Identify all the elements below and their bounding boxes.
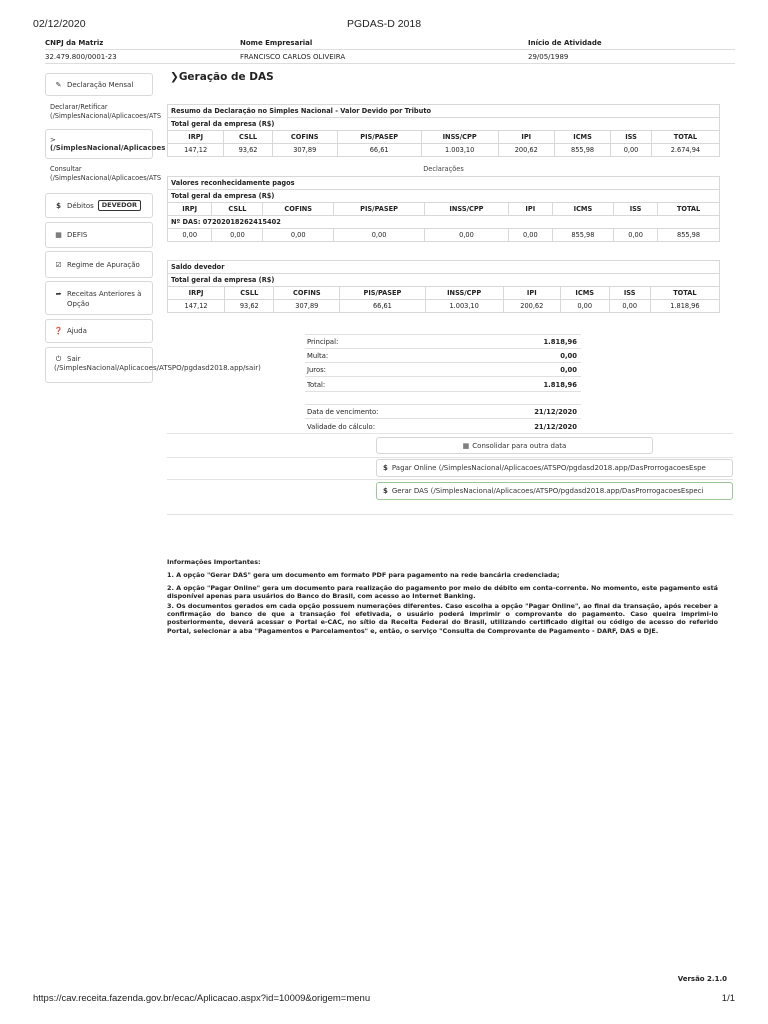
- declaracoes-caption: Declarações: [423, 165, 464, 173]
- col-header: ISS: [609, 287, 650, 300]
- col-header: PIS/PASEP: [333, 203, 424, 216]
- col-header: ICMS: [554, 131, 610, 144]
- start-date-value: 29/05/1989: [528, 53, 569, 61]
- table-row: [168, 229, 720, 242]
- col-header: PIS/PASEP: [337, 131, 421, 144]
- table-subtitle: Total geral da empresa (R$): [168, 274, 720, 287]
- table-cell: 855,98: [554, 144, 610, 157]
- important-item: 1. A opção "Gerar DAS" gera um documento em formato PDF para pagamento na rede bancária credenciada;: [167, 571, 560, 580]
- col-header: TOTAL: [651, 131, 719, 144]
- table-cell: 307,89: [272, 144, 337, 157]
- summary-value: 21/12/2020: [534, 408, 577, 416]
- col-header: TOTAL: [658, 203, 720, 216]
- print-date: 02/12/2020: [33, 18, 86, 30]
- table-cell: 66,61: [340, 300, 425, 313]
- pagar-online-button[interactable]: [376, 459, 733, 477]
- dollar-icon: $: [383, 464, 388, 472]
- sidebar-sair[interactable]: [45, 347, 261, 383]
- sidebar-item-label: Débitos: [67, 201, 94, 210]
- col-header: COFINS: [272, 131, 337, 144]
- das-number: Nº DAS: 07202018262415402: [168, 216, 720, 229]
- sidebar-link-declarar-retificar[interactable]: [50, 103, 168, 121]
- resumo-table: [167, 104, 720, 157]
- col-header: INSS/CPP: [425, 287, 503, 300]
- summary-label: Total:: [307, 381, 326, 389]
- start-date-label: Início de Atividade: [528, 39, 602, 47]
- sidebar-ajuda[interactable]: [45, 319, 153, 343]
- link-url: (/SimplesNacional/Aplicacoes/ATSPO/pgdasd2018.app/sair): [54, 364, 261, 372]
- divider: [305, 334, 581, 335]
- table-cell: 855,98: [552, 229, 613, 242]
- table-cell: 307,89: [274, 300, 340, 313]
- button-label: Consolidar para outra data: [472, 441, 567, 450]
- table-cell: 0,00: [614, 229, 658, 242]
- table-cell: 1.003,10: [421, 144, 498, 157]
- summary-value: 0,00: [560, 366, 577, 374]
- table-cell: 1.818,96: [650, 300, 719, 313]
- consolidar-button[interactable]: [376, 437, 653, 454]
- cnpj-value: 32.479.800/0001-23: [45, 53, 117, 61]
- label-line: Receitas Anteriores à: [67, 290, 142, 298]
- chevron-right-icon: >: [50, 136, 56, 144]
- summary-value: 1.818,96: [543, 381, 577, 389]
- table-cell: 0,00: [508, 229, 552, 242]
- power-icon: ⏻: [55, 355, 62, 363]
- table-cell: 0,00: [611, 144, 652, 157]
- col-header: ICMS: [560, 287, 609, 300]
- table-cell: 147,12: [168, 300, 225, 313]
- table-header-row: [168, 131, 720, 144]
- table-cell: 93,62: [225, 300, 274, 313]
- summary-value: 0,00: [560, 352, 577, 360]
- col-header: INSS/CPP: [425, 203, 509, 216]
- link-url: (/SimplesNacional/Aplicacoes/ATS: [50, 112, 162, 120]
- important-title: Informações Importantes:: [167, 558, 261, 566]
- divider: [45, 49, 735, 50]
- summary-label: Juros:: [307, 366, 326, 374]
- table-cell: 0,00: [560, 300, 609, 313]
- table-cell: 200,62: [498, 144, 554, 157]
- table-subtitle: Total geral da empresa (R$): [168, 190, 720, 203]
- col-header: CSLL: [224, 131, 272, 144]
- checkbox-icon: ☑: [55, 260, 62, 269]
- col-header: ISS: [611, 131, 652, 144]
- col-header: PIS/PASEP: [340, 287, 425, 300]
- dollar-icon: $: [56, 201, 61, 210]
- sidebar-item-label: Sair: [67, 355, 81, 363]
- important-item: 3. Os documentos gerados em cada opção possuem numerações diferentes. Caso escolha a opção "Pagar Online", ao final da transação, após receber a confirmação do banco de que a transação foi efetivada, o usuário poderá imprimir o comprovante do pagamento. Caso queira imprimi-lo posteriormente, deverá acessar o Portal e-CAC, no sítio da Receita Federal do Brasil, utilizando certificado digital ou código de acesso do referido Portal, selecionar a aba "Pagamentos e Parcelamentos" e, então, o serviço "Consulta de Comprovante de Pagamento - DARF, DAS e DJE.: [167, 601, 718, 635]
- table-cell: 200,62: [503, 300, 560, 313]
- sidebar-declaracao-mensal[interactable]: [45, 73, 153, 96]
- table-header-row: [168, 203, 720, 216]
- summary-multa: [307, 352, 579, 360]
- table-title: Saldo devedor: [168, 261, 720, 274]
- col-header: IRPJ: [168, 287, 225, 300]
- col-header: ISS: [614, 203, 658, 216]
- footer-page-number: 1/1: [721, 993, 735, 1004]
- sidebar-link-gerar-das[interactable]: [45, 129, 166, 159]
- col-header: COFINS: [263, 203, 334, 216]
- col-header: COFINS: [274, 287, 340, 300]
- divider: [305, 418, 581, 419]
- important-info: [167, 558, 718, 636]
- sidebar-receitas-anteriores[interactable]: [45, 281, 153, 315]
- summary-value: 1.818,96: [543, 338, 577, 346]
- label-line: Opção: [67, 300, 90, 308]
- col-header: INSS/CPP: [421, 131, 498, 144]
- col-header: CSLL: [212, 203, 263, 216]
- gerar-das-button[interactable]: [376, 482, 733, 500]
- summary-label: Data de vencimento:: [307, 408, 379, 416]
- sidebar-item-label: Ajuda: [67, 327, 87, 335]
- divider: [167, 514, 733, 515]
- page-title: [170, 71, 274, 83]
- table-subtitle: Total geral da empresa (R$): [168, 118, 720, 131]
- calendar-icon: ▦: [462, 441, 470, 450]
- col-header: IPI: [503, 287, 560, 300]
- cnpj-label: CNPJ da Matriz: [45, 39, 104, 47]
- divider: [305, 348, 581, 349]
- col-header: IPI: [508, 203, 552, 216]
- divider: [305, 362, 581, 363]
- table-cell: 0,00: [168, 229, 212, 242]
- table-cell: 0,00: [263, 229, 334, 242]
- sidebar-defis[interactable]: [45, 222, 153, 248]
- button-label: Pagar Online (/SimplesNacional/Aplicacoes/ATSPO/pgdasd2018.app/DasProrrogacoesEspe: [391, 464, 706, 472]
- divider: [45, 63, 735, 64]
- summary-validade: [307, 423, 579, 431]
- table-cell: 0,00: [609, 300, 650, 313]
- table-header-row: [168, 287, 720, 300]
- question-circle-icon: ❓: [54, 327, 63, 335]
- col-header: IRPJ: [168, 131, 224, 144]
- table-row: [168, 300, 720, 313]
- table-cell: 0,00: [333, 229, 424, 242]
- sidebar-link-consultar[interactable]: [50, 165, 168, 183]
- summary-label: Validade do cálculo:: [307, 423, 376, 431]
- col-header: ICMS: [552, 203, 613, 216]
- table-cell: 0,00: [425, 229, 509, 242]
- button-label: Gerar DAS (/SimplesNacional/Aplicacoes/ATSPO/pgdasd2018.app/DasProrrogacoesEspeci: [391, 487, 704, 495]
- footer-url: https://cav.receita.fazenda.gov.br/ecac/Aplicacao.aspx?id=10009&origem=menu: [33, 993, 371, 1004]
- dollar-icon: $: [383, 487, 388, 495]
- table-cell: 66,61: [337, 144, 421, 157]
- important-item: 2. A opção "Pagar Online" gera um documento para realização do pagamento por meio de débito em conta-corrente. No momento, este pagamento está disponível apenas para usuários do Banco do Brasil, com acesso ao Internet Banking.: [167, 583, 718, 601]
- table-cell: 147,12: [168, 144, 224, 157]
- status-badge: DEVEDOR: [98, 200, 141, 211]
- link-url: (/SimplesNacional/Aplicacoes/ATS: [50, 174, 162, 182]
- col-header: CSLL: [225, 287, 274, 300]
- divider: [167, 479, 733, 480]
- sidebar-item-label: Regime de Apuração: [67, 260, 140, 269]
- sidebar-item-label: DEFIS: [67, 231, 88, 239]
- divider: [305, 404, 581, 405]
- col-header: TOTAL: [650, 287, 719, 300]
- col-header: IRPJ: [168, 203, 212, 216]
- summary-vencimento: [307, 408, 579, 416]
- sidebar-item-label: Declaração Mensal: [67, 80, 134, 89]
- sidebar-item-label: [67, 289, 141, 309]
- pencil-icon: ✎: [55, 80, 62, 89]
- company-name-value: FRANCISCO CARLOS OLIVEIRA: [240, 53, 346, 61]
- summary-juros: [307, 366, 579, 374]
- pagos-table: [167, 176, 720, 242]
- summary-principal: [307, 338, 579, 346]
- share-arrow-icon: ➦: [55, 290, 62, 298]
- divider: [305, 391, 581, 392]
- table-cell: 1.003,10: [425, 300, 503, 313]
- link-url: (/SimplesNacional/Aplicacoes: [50, 144, 166, 152]
- sair-content: [54, 355, 261, 373]
- divider: [305, 376, 581, 377]
- table-title: Resumo da Declaração no Simples Nacional - Valor Devido por Tributo: [168, 105, 720, 118]
- company-name-label: Nome Empresarial: [240, 39, 313, 47]
- table-cell: 0,00: [212, 229, 263, 242]
- chevron-right-icon: ❯: [170, 71, 179, 83]
- link-label: Declarar/Retificar: [50, 103, 108, 111]
- version-label: Versão 2.1.0: [677, 975, 727, 983]
- link-label: Consultar: [50, 165, 82, 173]
- calendar-icon: ▦: [55, 231, 62, 239]
- summary-value: 21/12/2020: [534, 423, 577, 431]
- table-row: [168, 144, 720, 157]
- divider: [167, 457, 733, 458]
- print-title: PGDAS-D 2018: [346, 18, 422, 30]
- table-cell: 2.674,94: [651, 144, 719, 157]
- page-title-text: Geração de DAS: [178, 71, 274, 83]
- col-header: IPI: [498, 131, 554, 144]
- saldo-table: [167, 260, 720, 313]
- summary-label: Multa:: [307, 352, 329, 360]
- table-cell: 855,98: [658, 229, 720, 242]
- divider: [167, 433, 733, 434]
- summary-total: [307, 381, 579, 389]
- sidebar-debitos[interactable]: [45, 193, 153, 218]
- sidebar-regime-apuracao[interactable]: [45, 251, 153, 278]
- table-cell: 93,62: [224, 144, 272, 157]
- table-title: Valores reconhecidamente pagos: [168, 177, 720, 190]
- summary-label: Principal:: [307, 338, 339, 346]
